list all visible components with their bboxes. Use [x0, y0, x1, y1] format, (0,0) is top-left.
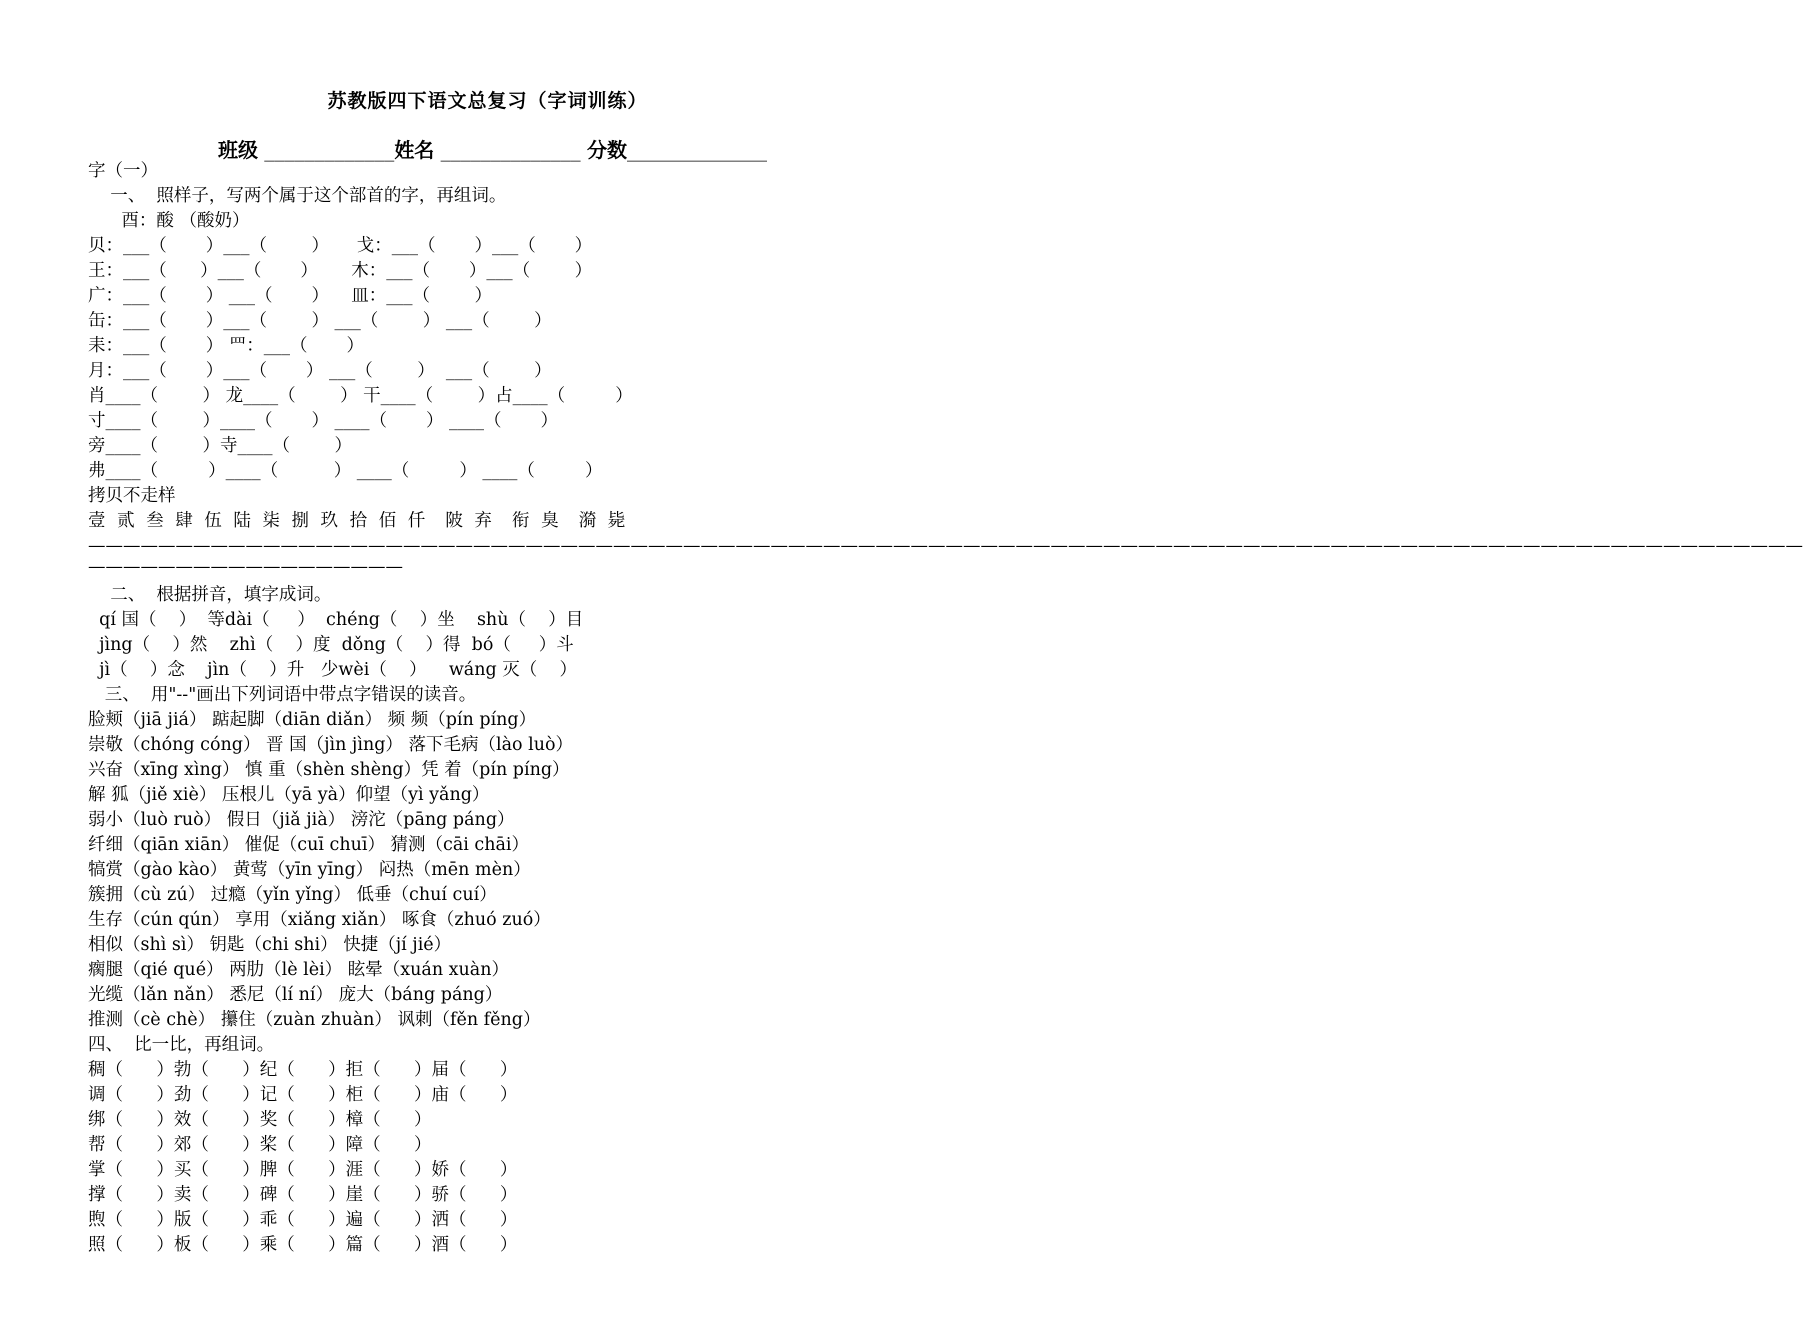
copy-characters: 壹 贰 叁 肆 伍 陆 柒 捌 玖 拾 佰 仟 陂 弃 衔 臭 漪 毙 — [88, 511, 629, 531]
radical-row: 缶：___（ ）___（ ） ___（ ） ___（ ） — [88, 311, 552, 331]
pronunciation-row: 相似（shì sì） 钥匙（chi shi） 快捷（jí jié） — [88, 935, 452, 955]
section4-heading: 四、 比一比，再组词。 — [88, 1035, 275, 1055]
compare-row: 绑（ ）效（ ）奖（ ）樟（ ） — [88, 1110, 432, 1130]
pronunciation-row: 解 狐（jiě xiè） 压根儿（yā yà）仰望（yì yǎng） — [88, 785, 490, 805]
pinyin-row: jìng（ ）然 zhì（ ）度 dǒng（ ）得 bó（ ）斗 — [88, 635, 574, 655]
name-blank: ______________ — [434, 138, 588, 162]
pinyin-row: qí 国（ ） 等dài（ ） chéng（ ）坐 shù（ ）目 — [88, 610, 584, 630]
dash-line: —————————————————————————————————————————————————————————————————————————————————————————————————— — [88, 536, 1803, 556]
pronunciation-row: 犒赏（gào kào） 黄莺（yīn yīng） 闷热（mēn mèn） — [88, 860, 531, 880]
compare-row: 煦（ ）版（ ）乖（ ）遍（ ）洒（ ） — [88, 1210, 518, 1230]
class-blank: _____________ — [257, 138, 395, 162]
pronunciation-row: 生存（cún qún） 享用（xiǎng xiǎn） 啄食（zhuó zuó） — [88, 910, 551, 930]
pronunciation-row: 崇敬（chóng cóng） 晋 国（jìn jìng） 落下毛病（lào luò） — [88, 735, 574, 755]
score-label: 分数 — [587, 138, 628, 162]
pinyin-row: jì（ ）念 jìn（ ）升 少wèi（ ） wáng 灭（ ） — [88, 660, 578, 680]
pronunciation-row: 推测（cè chè） 攥住（zuàn zhuàn） 讽刺（fěn fěng） — [88, 1010, 541, 1030]
radical-row: 寸____（ ）____（ ） ____（ ） ____（ ） — [88, 411, 558, 431]
radical-row: 月：___（ ）___（ ） ___（ ） ___（ ） — [88, 361, 552, 381]
radical-row: 贝：___（ ）___（ ） 戈：___（ ）___（ ） — [88, 236, 593, 256]
copy-heading: 拷贝不走样 — [88, 486, 176, 506]
student-info-line — [0, 134, 985, 163]
radical-row: 广：___（ ） ___（ ） 皿：___（ ） — [88, 286, 492, 306]
section1-example: 酉：酸 （酸奶） — [88, 211, 250, 231]
compare-row: 稠（ ）勃（ ）纪（ ）拒（ ）届（ ） — [88, 1060, 518, 1080]
score-blank: ______________ — [627, 138, 768, 162]
page-title: 苏教版四下语文总复习（字词训练） — [327, 90, 648, 112]
compare-row: 照（ ）板（ ）乘（ ）篇（ ）酒（ ） — [88, 1235, 518, 1255]
radical-row: 肖____（ ） 龙____（ ） 干____（ ）占____（ ） — [88, 386, 633, 406]
radical-row: 耒：___（ ） 罒：___（ ） — [88, 336, 364, 356]
section3-heading: 三、 用"--"画出下列词语中带点字错误的读音。 — [88, 685, 477, 705]
compare-row: 帮（ ）郊（ ）桨（ ）障（ ） — [88, 1135, 432, 1155]
pronunciation-row: 纤细（qiān xiān） 催促（cuī chuī） 猜测（cāi chāi） — [88, 835, 530, 855]
dash-line: —————————————————— — [88, 557, 403, 577]
pronunciation-row: 兴奋（xīng xìng） 慎 重（shèn shèng）凭 着（pín píng） — [88, 760, 570, 780]
section1-question1: 一、 照样子，写两个属于这个部首的字，再组词。 — [88, 186, 507, 206]
pronunciation-row: 光缆（lǎn nǎn） 悉尼（lí ní） 庞大（báng páng） — [88, 985, 503, 1005]
section2-heading: 二、 根据拼音，填字成词。 — [88, 585, 332, 605]
name-label: 姓名 — [394, 138, 435, 162]
compare-row: 调（ ）劲（ ）记（ ）柜（ ）庙（ ） — [88, 1085, 518, 1105]
pronunciation-row: 簇拥（cù zú） 过瘾（yǐn yǐng） 低垂（chuí cuí） — [88, 885, 497, 905]
section1-heading: 字（一） — [88, 161, 158, 181]
class-label: 班级 — [217, 138, 258, 162]
pronunciation-row: 瘸腿（qié qué） 两肋（lè lèi） 眩晕（xuán xuàn） — [88, 960, 509, 980]
compare-row: 撑（ ）卖（ ）碑（ ）崖（ ）骄（ ） — [88, 1185, 518, 1205]
pronunciation-row: 脸颊（jiā jiá） 踮起脚（diān diǎn） 频 频（pín píng） — [88, 710, 537, 730]
radical-row: 旁____（ ）寺____（ ） — [88, 436, 353, 456]
compare-row: 掌（ ）买（ ）脾（ ）涯（ ）娇（ ） — [88, 1160, 518, 1180]
radical-row: 王：___（ ）___（ ） 木：___（ ）___（ ） — [88, 261, 593, 281]
pronunciation-row: 弱小（luò ruò） 假日（jiǎ jià） 滂沱（pāng páng） — [88, 810, 515, 830]
radical-row: 弗____（ ）____（ ） ____（ ） ____（ ） — [88, 461, 603, 481]
